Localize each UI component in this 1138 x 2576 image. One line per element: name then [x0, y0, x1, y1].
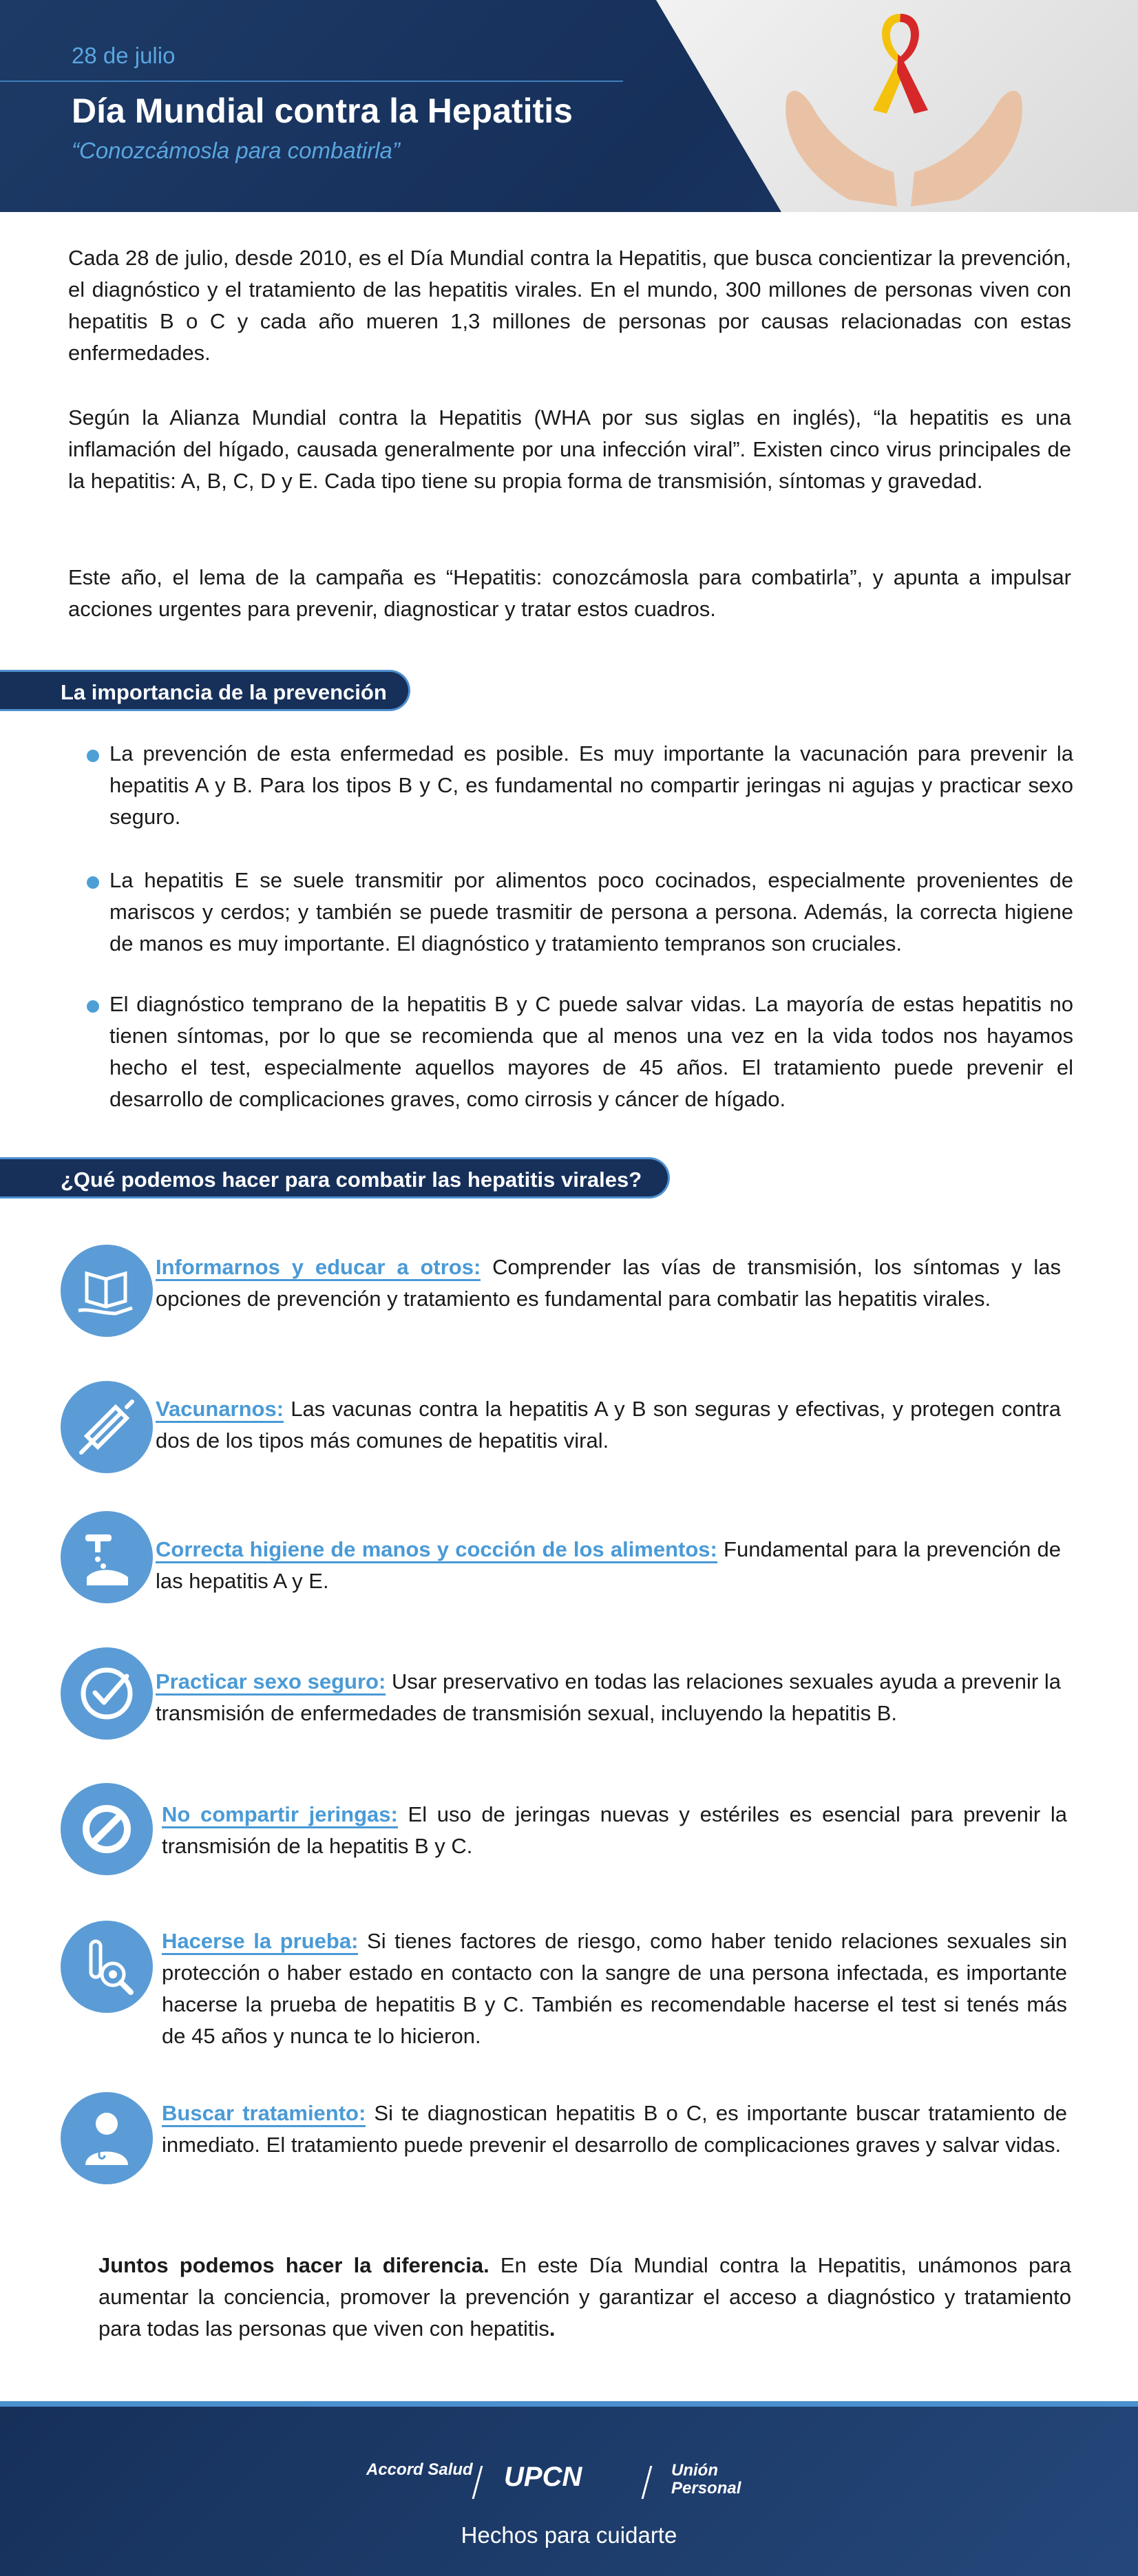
logo-accord-salud: Accord Salud — [366, 2460, 473, 2479]
action-item — [162, 1925, 1067, 2052]
action-description: Fundamental para la prevención de las hepatitis A y E. — [156, 1537, 1061, 1593]
page-title: Día Mundial contra la Hepatitis — [72, 92, 573, 130]
action-label: Buscar tratamiento: — [162, 2101, 366, 2127]
bullet-dot — [87, 750, 99, 762]
header-divider — [0, 81, 623, 82]
book-hand-icon — [61, 1245, 153, 1337]
list-item: El diagnóstico temprano de la hepatitis B y C puede salvar vidas. La mayoría de estas hepatitis no tienen síntomas, por lo que se recomienda que al menos una vez en la vida todos nos hayamos hecho el test, especialmente aquellos mayores de 45 años. El tratamiento puede prevenir el desarrollo de complicaciones graves, como cirrosis y cáncer de hígado. — [109, 992, 1073, 1111]
action-item — [162, 1799, 1067, 1862]
closing-bold: Juntos podemos hacer la diferencia. — [98, 2253, 489, 2277]
logo-upcn: UPCN — [504, 2462, 582, 2492]
prohibited-icon — [61, 1783, 153, 1875]
checkmark-shield-icon — [61, 1647, 153, 1740]
action-description: Si tienes factores de riesgo, como haber tenido relaciones sexuales sin protección o haber estado en contacto con la sangre de una persona infectada, es importante hacerse la prueba de hepatitis B y C. También es recomendable hacerse el test si tenés más de 45 años y nunca te lo hicieron. — [162, 1929, 1067, 2048]
action-description: Si te diagnostican hepatitis B o C, es importante buscar tratamiento de inmediato. El tratamiento puede prevenir el desarrollo de complicaciones graves y salvar vidas. — [162, 2101, 1067, 2157]
action-description: El uso de jeringas nuevas y estériles es esencial para prevenir la transmisión de la hepatitis B y C. — [162, 1802, 1067, 1858]
intro-paragraph: Este año, el lema de la campaña es “Hepatitis: conozcámosla para combatirla”, y apunta a impulsar acciones urgentes para prevenir, diagnosticar y tratar estos cuadros. — [68, 565, 1071, 621]
action-item — [156, 1252, 1061, 1315]
list-item: La prevención de esta enfermedad es posible. Es muy importante la vacunación para prevenir la hepatitis A y B. Para los tipos B y C, es fundamental no compartir jeringas ni agujas y practicar sexo seguro. — [109, 741, 1073, 829]
action-label: Vacunarnos: — [156, 1397, 284, 1423]
closing-text: En este Día Mundial contra la Hepatitis, unámonos para aumentar la conciencia, promover la prevención y garantizar el acceso a diagnóstico y tratamiento para todas las personas que viven con hepatitis — [98, 2253, 1071, 2341]
action-label: Informarnos y educar a otros: — [156, 1255, 481, 1281]
action-description: Comprender las vías de transmisión, los síntomas y las opciones de prevención y tratamiento es fundamental para combatir las hepatitis virales. — [156, 1255, 1061, 1311]
action-item — [156, 1534, 1061, 1597]
intro-paragraph: Cada 28 de julio, desde 2010, es el Día Mundial contra la Hepatitis, que busca concientizar la prevención, el diagnóstico y el tratamiento de las hepatitis virales. En el mundo, 300 millones de personas viven con hepatitis B o C y cada año mueren 1,3 millones de personas por causas relacionadas con estas enfermedades. — [68, 246, 1071, 365]
action-label: Practicar sexo seguro: — [156, 1669, 386, 1696]
footer — [0, 2401, 1138, 2576]
action-description: Usar preservativo en todas las relaciones sexuales ayuda a prevenir la transmisión de enfermedades de transmisión sexual, incluyendo la hepatitis B. — [156, 1669, 1062, 1725]
bullet-dot — [87, 876, 99, 889]
list-item: La hepatitis E se suele transmitir por alimentos poco cocinados, especialmente provenientes de mariscos y cerdos; y también se puede trasmitir de persona a persona. Además, la correcta higiene de manos es muy importante. El diagnóstico y tratamiento tempranos son cruciales. — [109, 868, 1073, 956]
action-description: Las vacunas contra la hepatitis A y B son seguras y efectivas, y protegen contra dos de los tipos más comunes de hepatitis viral. — [156, 1397, 1061, 1453]
handwashing-icon — [61, 1511, 153, 1603]
action-item — [156, 1666, 1061, 1729]
section-heading-actions: ¿Qué podemos hacer para combatir las hepatitis virales? — [0, 1157, 670, 1199]
action-label: Correcta higiene de manos y cocción de los alimentos: — [156, 1537, 717, 1563]
logo-union-personal: Unión Personal — [671, 2461, 741, 2498]
bullet-dot — [87, 1000, 99, 1013]
logo-separator — [472, 2466, 483, 2499]
intro-paragraph: Según la Alianza Mundial contra la Hepatitis (WHA por sus siglas en inglés), “la hepatitis es una inflamación del hígado, causada generalmente por una infección viral”. Existen cinco virus principales de la hepatitis: A, B, C, D y E. Cada tipo tiene su propia forma de transmisión, síntomas y gravedad. — [68, 405, 1071, 493]
section-heading-prevention: La importancia de la prevención — [0, 670, 410, 711]
closing-paragraph: Juntos podemos hacer la diferencia. En este Día Mundial contra la Hepatitis, unámonos para aumentar la conciencia, promover la prevención y garantizar el acceso a diagnóstico y tratamiento para todas las personas que viven con hepatitis. — [98, 2253, 1071, 2341]
header-date: 28 de julio — [72, 43, 176, 68]
doctor-icon — [61, 2092, 153, 2184]
footer-tagline: Hechos para cuidarte — [461, 2522, 677, 2548]
test-tube-magnifier-icon — [61, 1921, 153, 2013]
syringe-icon — [61, 1381, 153, 1473]
action-item — [162, 2098, 1067, 2161]
action-label: Hacerse la prueba: — [162, 1929, 358, 1955]
awareness-ribbon-icon — [863, 7, 938, 117]
action-label: No compartir jeringas: — [162, 1802, 398, 1828]
logo-separator — [642, 2466, 653, 2499]
header-banner — [0, 0, 1138, 212]
page-subtitle: “Conozcámosla para combatirla” — [72, 138, 400, 163]
action-item — [156, 1393, 1061, 1457]
